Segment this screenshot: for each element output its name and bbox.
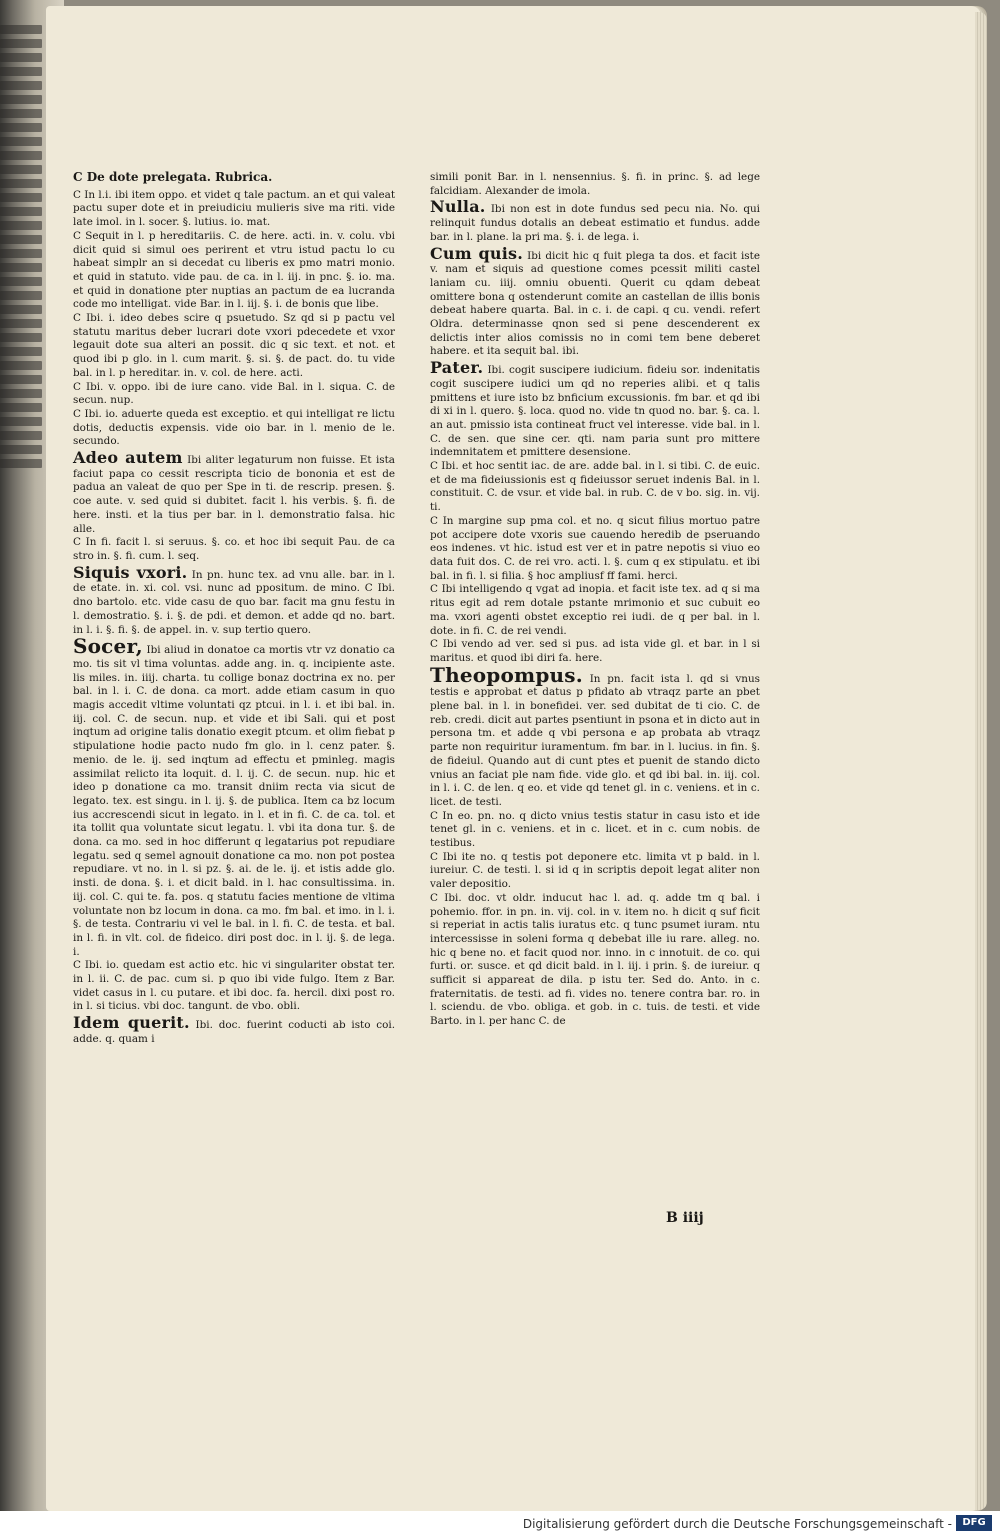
commentary-paragraph: C Ibi intelligendo q vgat ad inopia. et facit iste tex. ad q si ma ritus egit ad rem dotale pstante mrimonio et suc cubuit eo ma. vxori agenti obstet exceptio rei iudi. de q per bal. in l. dote. in fi. C. de rei vendi. [430,583,760,637]
lemma-heading: Socer, [73,634,143,659]
lemma-heading: Adeo autem [73,448,183,468]
lemma-text: Ibi aliter legaturum non fuisse. Et ista faciut papa co cessit rescripta ticio de bononia et est de padua an valeat de quo per Spe in ti. de rescrip. presen. §. coe aute. v. sed quid si dubitet. facit l. his verbis. §. fi. de here. insti. et la tius per bar. in l. demonstratio falsa. hic alle. [73,454,395,535]
lemma-heading: Idem querit. [73,1013,190,1033]
lemma-block [73,449,395,536]
signature-mark: B iiij [666,1210,704,1226]
lemma-text: In pn. hunc tex. ad vnu alle. bar. in l. de etate. in. xi. col. vsi. nunc ad ppositum. de mino. C Ibi. dno bartolo. etc. vide casu de quo bar. facit ma gnu festu in l. demostratio. §. i. §. de pdi. et demon. et adde qd no. bart. in l. i. §. fi. §. de appel. in. v. sup tertio quero. [73,568,396,636]
lemma-block [430,245,760,360]
lemma-block [73,634,395,959]
commentary-paragraph: C In l.i. ibi item oppo. et videt q tale pactum. an et qui valeat pactu super dote et in preiudiciu mulieris sive ma riti. vide late imol. in l. socer. §. lutius. io. mat. [73,188,395,229]
lemma-text: Ibi aliud in donatoe ca mortis vtr vz donatio ca mo. tis sit vl tima voluntas. adde ang. in. q. incipiente aste. lis miles. in. iiij. charta. tu collige bonaz doctrina ex no. per bal. in l. i. C. de dona. ca mort. adde etiam casum in quo magis accedit vltime voluntati qz ptcui. in l. i. et ibi bal. in. iij. col. C. de secun. nup. et vide et ibi Sali. qui et post inqtum ad origine talis donatio exegit ptcum. et olim fiebat p stipulatione hodie pacto nudo fm glo. in l. cenz pater. §. menio. de le. ij. sed inqtum ad effectu et pminleg. magis assimilat relicto ita loquit. d. l. ij. C. de secun. nup. hic et ideo p donatione ca mo. transit dniim recta via sicut de legato. tex. est singu. in l. ij. §. de publica. Item ca bz locum ius accrescendi sicut in legato. in l. et in fi. C. de ca. tol. et ita tollit qua voluntate sicut legatu. l. vbi ita dona tur. §. de dona. ca mo. sed in hoc differunt q legatarius pot repudiare legatu. sed q semel agnouit donatione ca mo. non pot postea repudiare. vt no. in l. si pz. §. ai. de le. ij. et istis adde glo. insti. de dona. §. i. et dicit bald. in l. hac consultissima. in. iij. col. C. qui te. fa. pos. q statutu facies mentione de vltima voluntate non bz locum in dona. ca mo. fm bal. et imo. in l. i. §. de testa. Contrariu vi vel le bal. in l. fi. C. de testa. et bal. in l. fi. in vlt. col. de fideico. diri post doc. in l. ij. §. de lega. i. [73,644,395,958]
lemma-text: Ibi non est in dote fundus sed pecu nia. No. qui relinquit fundus dotalis an debeat estimatio et fundus. adde bar. in l. plane. la pri ma. §. i. de lega. i. [430,203,760,243]
commentary-paragraph: C Ibi. et hoc sentit iac. de are. adde bal. in l. si tibi. C. de euic. et de ma fideiussionis est q fideiussor seruet indenis Bal. in l. constituit. C. de vsur. et vide bal. in rub. C. de v bo. sig. in. vij. ti. [430,460,760,514]
commentary-paragraph: C In margine sup pma col. et no. q sicut filius mortuo patre pot accipere dote vxoris sue cauendo heredib de pseruando eos indenes. vt hic. istud est ver et in patre nepotis si viuo eo data fuit dos. C. de rei vro. acti. l. §. cum q ex stipulatu. et ibi bal. in fi. l. si filia. § hoc ampliusf ff fami. herci. [430,514,760,582]
page-stack-edge [975,12,987,1510]
commentary-paragraph: C Ibi. io. aduerte queda est exceptio. et qui intelligat re lictu dotis, deductis expensis. vide oio bar. in l. menio de le. secundo. [73,407,395,448]
commentary-paragraph: C Ibi. v. oppo. ibi de iure cano. vide Bal. in l. siqua. C. de secun. nup. [73,380,395,407]
commentary-paragraph: C Ibi. doc. vt oldr. inducut hac l. ad. q. adde tm q bal. i pohemio. ffor. in pn. in. vij. col. in v. item no. h dicit q suf ficit si reperiat in actis talis iuratus etc. q tunc psumet iuram. ntu intercessisse in soleni forma q debebat ille iu rare. alleg. no. hic q bene no. et facit quod nor. inno. in c innotuit. de co. qui furti. or. susce. et qd dicit bald. in l. iij. i prin. §. de iureiur. q sufficit si appareat de dila. p istu ter. Sed do. Anto. in c. fraternitatis. de testi. ad fi. vides no. tenere contra bar. ro. in l. sciendu. de vbo. obliga. et gob. in c. tuis. de testi. et vide Barto. in l. per hanc C. de [430,891,760,1028]
lemma-block [430,359,760,460]
dfg-logo: DFG [956,1515,992,1531]
left-text-column [73,171,395,1047]
commentary-paragraph: C Sequit in l. p hereditariis. C. de here. acti. in. v. colu. vbi dicit quid si simul oes perirent et vtru istud pactu lo cu habeat simplr an si decedat cu liberis ex pmo matri monio. et quid in statuto. vide pau. de ca. in l. iij. in pnc. §. io. ma. et quid in donatione pter nuptias an pactum de ea lucranda code mo intelligat. vide Bar. in l. iij. §. i. de bonis que libe. [73,229,395,311]
lemma-text: Ibi. doc. fuerint coducti ab isto coi. adde. q. quam i [73,1019,395,1045]
lemma-text: Ibi. cogit suscipere iudicium. fideiu sor. indenitatis cogit suscipere iudici um qd no reperies alibi. et q talis pmittens et iure isto bz bnficium excussionis. fm bar. et qd ibi di xi in l. quero. §. loca. quod no. vide tn quod no. bar. §. ca. l. an aut. pmissio ista contineat fruct vel interesse. vide bal. in l. C. de sen. que sine cer. qti. nam paria sunt pro mittere indemnitatem et pmittere desensione. [430,364,760,459]
lemma-text: In pn. facit ista l. qd si vnus testis e approbat et datus p pfidato ab vtraqz parte an pbet plene bal. in l. in bonefidei. ver. sed dubitat de ti cio. C. de reb. credi. dicit aut partes psentiunt in psona et in dicto aut in persona tm. et adde q vbi persona e ap probata ab vtraqz parte non requiritur iuramentum. fm bar. in l. lucius. in fin. §. de fideiul. Quando aut di cunt ptes et puenit de stando dicto vnius an faciat ple nam fide. vide glo. et qd ibi bal. in. iij. col. in l. i. C. de len. q eo. et vide qd tenet gl. in c. veniens. et in c. licet. de testi. [430,672,760,808]
commentary-paragraph: C Ibi ite no. q testis pot deponere etc. limita vt p bald. in l. iureiur. C. de testi. l. si id q in scriptis depoit legat aliter non valer depositio. [430,850,760,891]
digitization-credit: Digitalisierung gefördert durch die Deutsche Forschungsgemeinschaft - [522,1517,952,1531]
commentary-paragraph: C Ibi vendo ad ver. sed si pus. ad ista vide gl. et bar. in l si maritus. et quod ibi diri fa. here. [430,638,760,664]
lemma-heading: Cum quis. [430,243,523,263]
lemma-block [430,662,760,810]
commentary-paragraph: simili ponit Bar. in l. nensennius. §. fi. in princ. §. ad lege falcidiam. Alexander de imola. [430,171,760,197]
commentary-paragraph: C Ibi. io. quedam est actio etc. hic vi singulariter obstat ter. in l. ii. C. de pac. cum si. p quo ibi vide fulgo. Item z Bar. videt casus in l. cu putare. et ibi doc. fa. hercil. dixi post ro. in l. si ticius. vbi doc. tangunt. de vbo. obli. [73,959,395,1013]
rubric-header: C De dote prelegata. Rubrica. [73,171,273,184]
right-text-column [430,171,760,1029]
lemma-block [430,198,760,244]
lemma-block [73,564,395,638]
lemma-block [73,1014,395,1046]
lemma-heading: Nulla. [430,197,486,217]
lemma-text: Ibi dicit hic q fuit plega ta dos. et facit iste v. nam et siquis ad questione comes pcessit militi castel laniam cu. iiij. omniu obuenti. Querit cu qdam debeat omittere bona q ostenderunt comite an castellan de illis bonis debeat habere quarta. Bal. in c. i. de capi. q cu. vendi. refert Oldra. determinasse qnon sed si pene descenderent ex delictis inter alios comissis no in comi tem bene deberet habere. et ita sequit bal. ibi. [430,249,760,358]
commentary-paragraph: C In eo. pn. no. q dicto vnius testis statur in casu isto et ide tenet gl. in c. veniens. et in c. licet. et in c. cum nobis. de testibus. [430,809,760,850]
lemma-heading: Siquis vxori. [73,562,188,582]
facing-page-text-edge [0,20,46,1420]
commentary-paragraph: C Ibi. i. ideo debes scire q psuetudo. Sz qd si p pactu vel statutu maritus deber lucrari dote vxori pdecedete et vxor legauit dote sua alteri an possit. dic q sic text. et not. et quod ibi p glo. in l. cum marit. §. si. §. de pact. do. tu vide bal. in l. p hereditar. in. v. col. de here. acti. [73,312,395,379]
lemma-heading: Pater. [430,358,484,378]
commentary-paragraph: C In fi. facit l. si seruus. §. co. et hoc ibi sequit Pau. de ca stro in. §. fi. cum. l. seq. [73,536,395,562]
lemma-heading: Theopompus. [430,662,583,687]
